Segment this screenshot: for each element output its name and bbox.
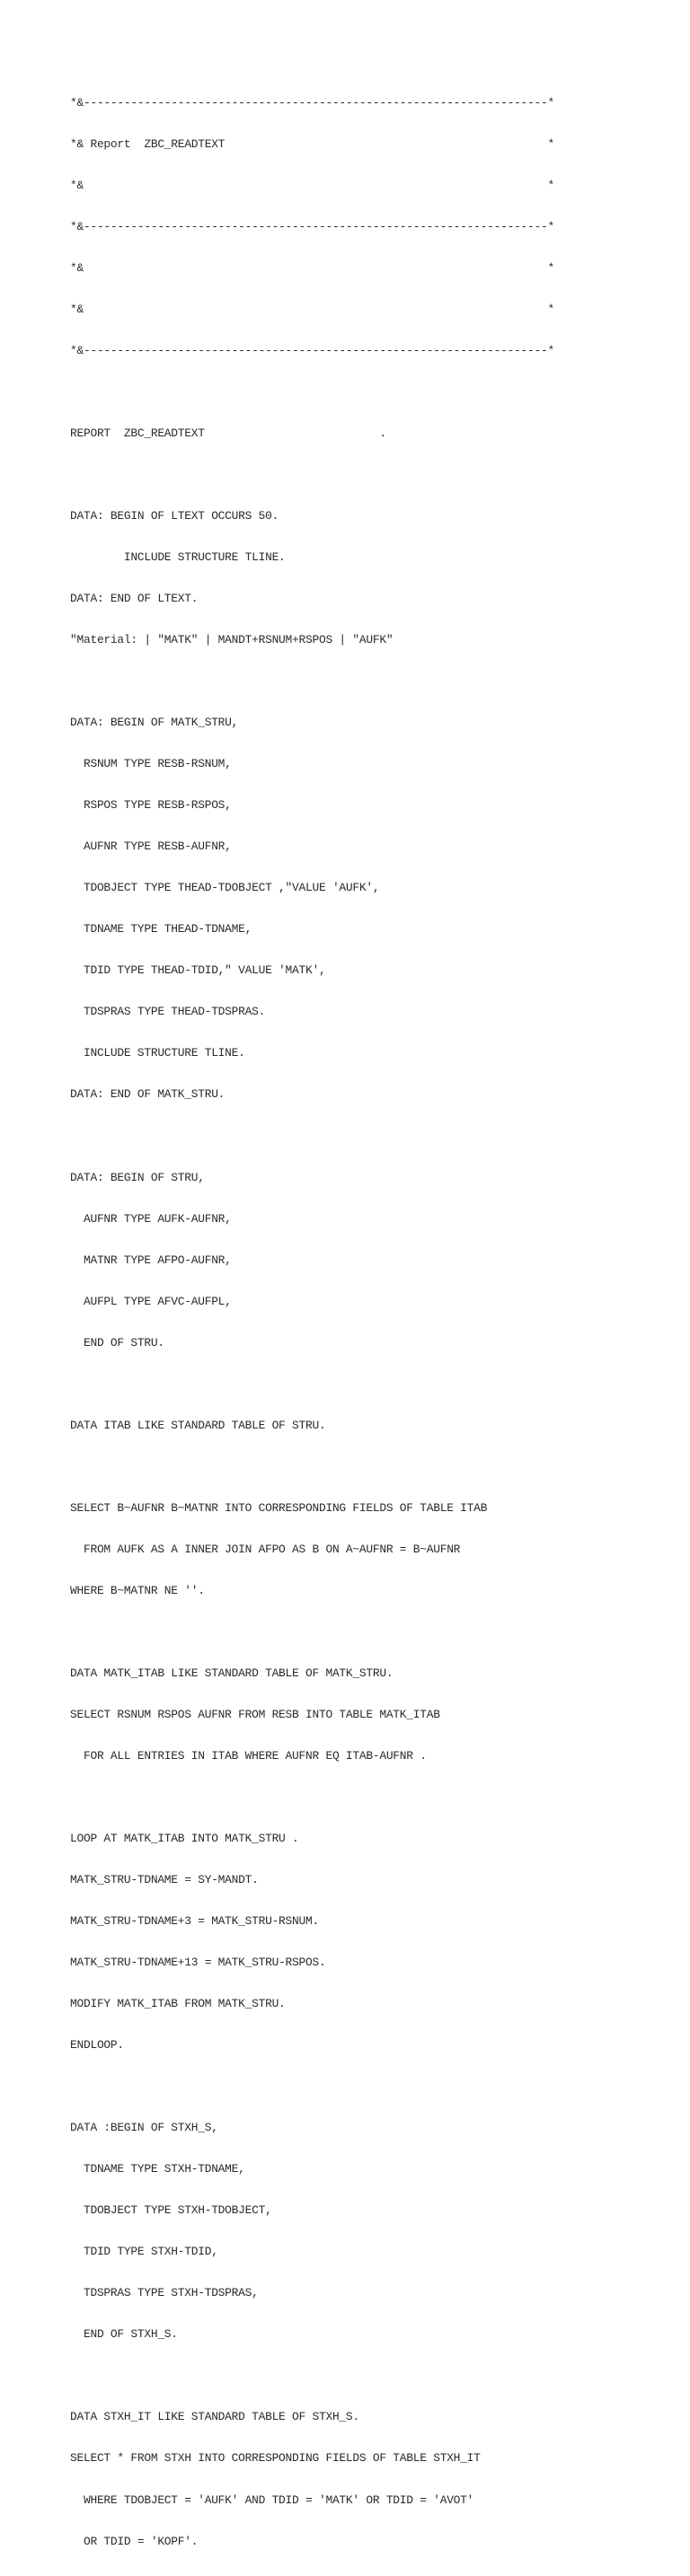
code-line: END OF STXH_S. bbox=[70, 2327, 178, 2342]
blank-line bbox=[70, 468, 681, 481]
code-line: FOR ALL ENTRIES IN ITAB WHERE AUFNR EQ ITAB-AUFNR . bbox=[70, 1748, 427, 1763]
code-line: DATA MATK_ITAB LIKE STANDARD TABLE OF MATK_STRU. bbox=[70, 1666, 394, 1680]
code-line: DATA :BEGIN OF STXH_S, bbox=[70, 2121, 218, 2135]
code-line: END OF STRU. bbox=[70, 1335, 164, 1350]
code-line: DATA: BEGIN OF LTEXT OCCURS 50. bbox=[70, 509, 279, 523]
code-line: INCLUDE STRUCTURE TLINE. bbox=[70, 1046, 245, 1060]
code-line: ENDLOOP. bbox=[70, 2038, 124, 2053]
code-line: DATA: BEGIN OF STRU, bbox=[70, 1170, 205, 1184]
code-line: DATA: BEGIN OF MATK_STRU, bbox=[70, 716, 239, 730]
code-line: AUFPL TYPE AFVC-AUFPL, bbox=[70, 1294, 232, 1308]
header-border-top: *&---------------------------------------------------------------------* bbox=[70, 95, 554, 110]
code-line: TDNAME TYPE STXH-TDNAME, bbox=[70, 2162, 245, 2176]
code-line: OR TDID = 'KOPF'. bbox=[70, 2534, 199, 2548]
code-line: TDSPRAS TYPE STXH-TDSPRAS, bbox=[70, 2286, 259, 2300]
abap-source-code bbox=[70, 68, 681, 2576]
code-line: TDID TYPE THEAD-TDID," VALUE 'MATK', bbox=[70, 963, 326, 978]
blank-line bbox=[70, 1129, 681, 1142]
blank-line bbox=[70, 1625, 681, 1639]
code-line: AUFNR TYPE AUFK-AUFNR, bbox=[70, 1211, 232, 1226]
blank-line bbox=[70, 1460, 681, 1473]
header-border-bottom: *&---------------------------------------------------------------------* bbox=[70, 343, 554, 357]
code-line: MATK_STRU-TDNAME+13 = MATK_STRU-RSPOS. bbox=[70, 1956, 326, 1970]
header-comment-line: *& * bbox=[70, 260, 554, 275]
code-line: MODIFY MATK_ITAB FROM MATK_STRU. bbox=[70, 1997, 286, 2011]
comment-line: "Material: | "MATK" | MANDT+RSNUM+RSPOS | "AUFK" bbox=[70, 633, 394, 647]
code-line: TDSPRAS TYPE THEAD-TDSPRAS. bbox=[70, 1005, 266, 1019]
header-border-middle: *&---------------------------------------------------------------------* bbox=[70, 219, 554, 233]
blank-line bbox=[70, 2079, 681, 2093]
blank-line bbox=[70, 674, 681, 688]
code-line: SELECT B~AUFNR B~MATNR INTO CORRESPONDING FIELDS OF TABLE ITAB bbox=[70, 1500, 488, 1515]
report-statement: REPORT ZBC_READTEXT . bbox=[70, 426, 386, 440]
code-line: DATA: END OF LTEXT. bbox=[70, 592, 199, 606]
blank-line bbox=[70, 385, 681, 399]
code-line: DATA STXH_IT LIKE STANDARD TABLE OF STXH_S. bbox=[70, 2410, 359, 2424]
blank-line bbox=[70, 1377, 681, 1391]
code-line: WHERE B~MATNR NE ''. bbox=[70, 1583, 205, 1597]
code-line: MATK_STRU-TDNAME+3 = MATK_STRU-RSNUM. bbox=[70, 1914, 319, 1929]
code-line: FROM AUFK AS A INNER JOIN AFPO AS B ON A~AUFNR = B~AUFNR bbox=[70, 1542, 461, 1556]
code-line: TDOBJECT TYPE THEAD-TDOBJECT ,"VALUE 'AUFK', bbox=[70, 881, 380, 895]
code-line: TDOBJECT TYPE STXH-TDOBJECT, bbox=[70, 2203, 272, 2218]
code-line: LOOP AT MATK_ITAB INTO MATK_STRU . bbox=[70, 1832, 299, 1845]
code-line: SELECT RSNUM RSPOS AUFNR FROM RESB INTO TABLE MATK_ITAB bbox=[70, 1707, 440, 1721]
code-line: TDID TYPE STXH-TDID, bbox=[70, 2245, 218, 2259]
header-report-title: *& Report ZBC_READTEXT * bbox=[70, 136, 554, 151]
header-comment-line: *& * bbox=[70, 302, 554, 316]
blank-line bbox=[70, 2369, 681, 2382]
code-line: RSNUM TYPE RESB-RSNUM, bbox=[70, 757, 232, 771]
code-line: DATA: END OF MATK_STRU. bbox=[70, 1087, 226, 1102]
code-line: AUFNR TYPE RESB-AUFNR, bbox=[70, 840, 232, 854]
header-comment-line: *& * bbox=[70, 178, 554, 192]
code-line: DATA ITAB LIKE STANDARD TABLE OF STRU. bbox=[70, 1418, 326, 1432]
code-line: TDNAME TYPE THEAD-TDNAME, bbox=[70, 922, 252, 936]
code-line: RSPOS TYPE RESB-RSPOS, bbox=[70, 798, 232, 813]
code-line: MATNR TYPE AFPO-AUFNR, bbox=[70, 1253, 232, 1267]
code-line: WHERE TDOBJECT = 'AUFK' AND TDID = 'MATK' OR TDID = 'AVOT' bbox=[70, 2492, 474, 2507]
code-line: INCLUDE STRUCTURE TLINE. bbox=[70, 550, 286, 565]
code-line: SELECT * FROM STXH INTO CORRESPONDING FIELDS OF TABLE STXH_IT bbox=[70, 2451, 481, 2466]
code-line: MATK_STRU-TDNAME = SY-MANDT. bbox=[70, 1873, 259, 1887]
blank-line bbox=[70, 1790, 681, 1804]
